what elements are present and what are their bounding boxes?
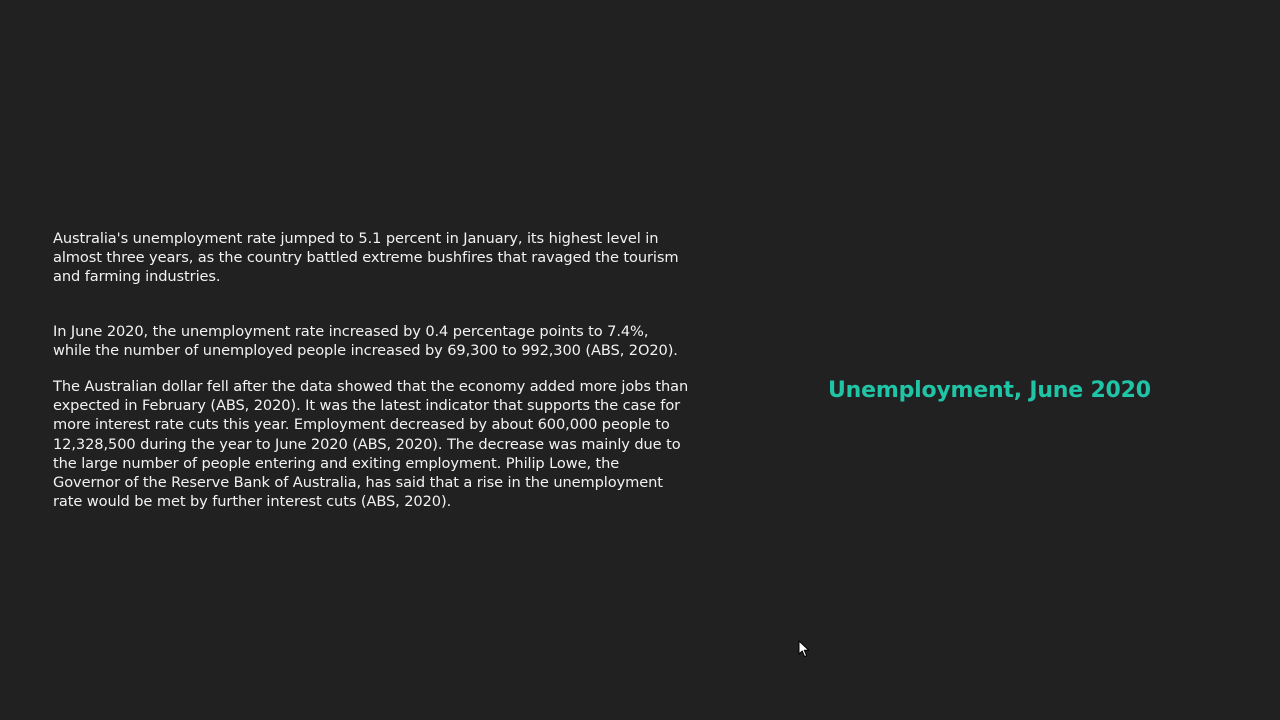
paragraph-june-2020: In June 2020, the unemployment rate increased by 0.4 percentage points to 7.4%, while the number of unemployed people increased by 69,300 to 992,300 (ABS, 2O20).: [53, 322, 678, 359]
mouse-pointer-icon: [798, 640, 810, 658]
paragraph-australian-dollar: The Australian dollar fell after the data showed that the economy added more jobs than expected in February (ABS, 2020). It was the latest indicator that supports the case for more interest rate cuts this year. Employment decreased by about 600,000 people to 12,328,500 during the year to June 2020 (ABS, 2020). The decrease was mainly due to the large number of people entering and exiting employment. Philip Lowe, the Governor of the Reserve Bank of Australia, has said that a rise in the unemployment rate would be met by further interest cuts (ABS, 2020).: [53, 378, 689, 511]
paragraph-bushfires: Australia's unemployment rate jumped to 5.1 percent in January, its highest level in almost three years, as the country battled extreme bushfires that ravaged the tourism and farming industries.: [53, 230, 679, 286]
slide-title: Unemployment, June 2020: [828, 378, 1151, 403]
slide-body-text: [53, 229, 689, 511]
